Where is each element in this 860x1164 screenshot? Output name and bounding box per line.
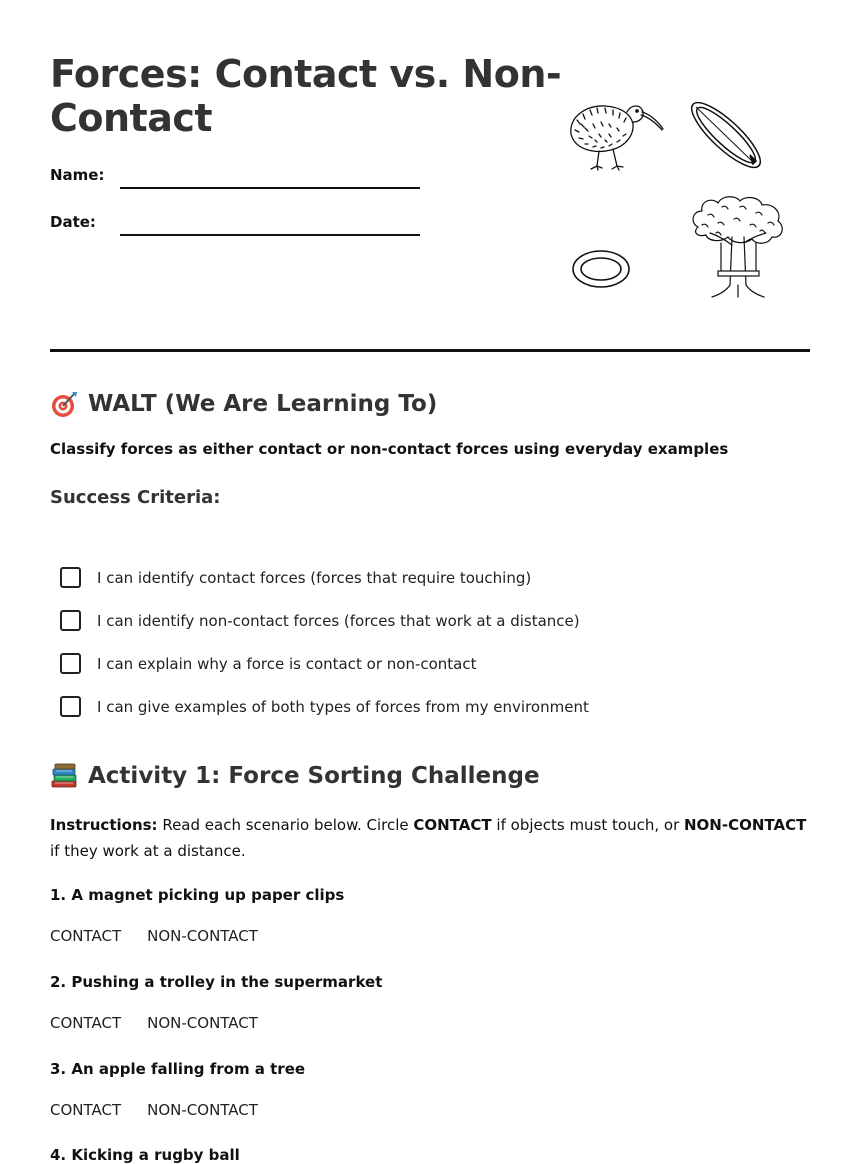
- criteria-item: [60, 685, 589, 728]
- criteria-text: I can explain why a force is contact or non-contact: [97, 654, 477, 673]
- instructions-text-1: Read each scenario below. Circle: [157, 816, 414, 834]
- tree-image: [688, 193, 788, 299]
- success-criteria-list: [60, 556, 589, 728]
- criteria-text: I can give examples of both types of forces from my environment: [97, 697, 589, 716]
- criteria-checkbox[interactable]: [60, 696, 81, 717]
- question-title: 4. Kicking a rugby ball: [50, 1146, 240, 1164]
- option-contact[interactable]: CONTACT: [50, 1101, 122, 1119]
- instructions-label: Instructions:: [50, 816, 158, 834]
- activity1-heading: [50, 762, 540, 790]
- criteria-item: [60, 556, 589, 599]
- surfboard-image: [686, 95, 766, 175]
- walt-heading: [50, 390, 437, 418]
- header-divider: [50, 349, 810, 352]
- target-icon: [50, 390, 78, 418]
- question-options: [50, 1101, 258, 1119]
- activity1-heading-text: Activity 1: Force Sorting Challenge: [88, 763, 540, 789]
- option-non-contact[interactable]: NON-CONTACT: [147, 927, 258, 945]
- question-title: 3. An apple falling from a tree: [50, 1060, 306, 1078]
- instructions-noncontact: NON-CONTACT: [684, 816, 807, 834]
- kiwi-bird-image: [565, 100, 665, 175]
- books-icon: [50, 762, 78, 790]
- name-field[interactable]: [120, 187, 420, 189]
- option-contact[interactable]: CONTACT: [50, 1014, 122, 1032]
- instructions-contact: CONTACT: [413, 816, 492, 834]
- question-options: [50, 927, 258, 945]
- page-title: Forces: Contact vs. Non-Contact: [50, 52, 562, 140]
- criteria-text: I can identify contact forces (forces that require touching): [97, 568, 532, 587]
- option-contact[interactable]: CONTACT: [50, 927, 122, 945]
- criteria-checkbox[interactable]: [60, 653, 81, 674]
- criteria-item: [60, 599, 589, 642]
- instructions-text-2: if objects must touch, or: [491, 816, 684, 834]
- name-label: Name:: [50, 166, 105, 184]
- criteria-checkbox[interactable]: [60, 610, 81, 631]
- walt-heading-text: WALT (We Are Learning To): [88, 391, 438, 417]
- option-non-contact[interactable]: NON-CONTACT: [147, 1014, 258, 1032]
- option-non-contact[interactable]: NON-CONTACT: [147, 1101, 258, 1119]
- activity1-instructions: [50, 812, 810, 864]
- question-title: 2. Pushing a trolley in the supermarket: [50, 973, 383, 991]
- question-title: 1. A magnet picking up paper clips: [50, 886, 345, 904]
- criteria-item: [60, 642, 589, 685]
- ring-image: [570, 248, 632, 290]
- success-criteria-heading: Success Criteria:: [50, 487, 221, 508]
- question-options: [50, 1014, 258, 1032]
- criteria-text: I can identify non-contact forces (forces that work at a distance): [97, 611, 580, 630]
- criteria-checkbox[interactable]: [60, 567, 81, 588]
- date-field[interactable]: [120, 234, 420, 236]
- instructions-text-3: if they work at a distance.: [50, 842, 246, 860]
- walt-statement: Classify forces as either contact or non-contact forces using everyday examples: [50, 440, 729, 458]
- date-label: Date:: [50, 213, 96, 231]
